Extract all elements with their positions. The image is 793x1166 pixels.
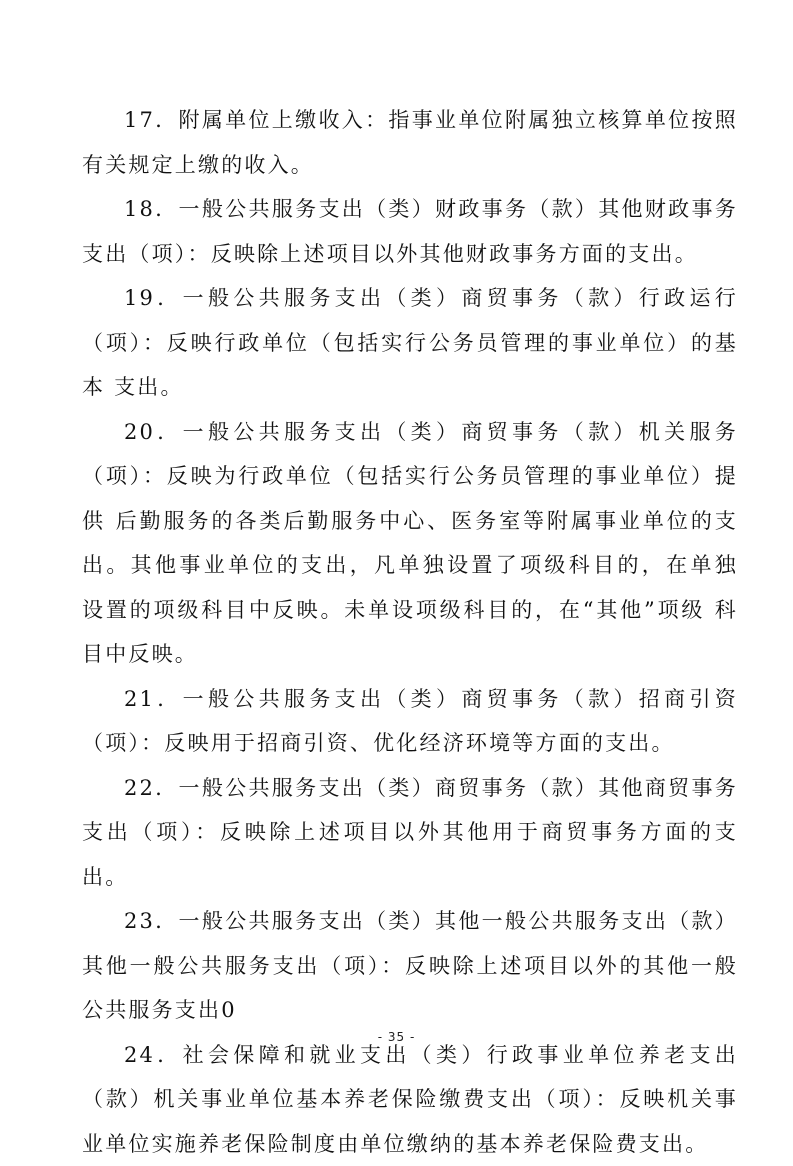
document-body bbox=[82, 98, 738, 1166]
paragraph-22: 22．一般公共服务支出（类）商贸事务（款）其他商贸事务支出（项）：反映除上述项目以外其他用于商贸事务方面的支出。 bbox=[82, 766, 738, 900]
page-number: - 35 - bbox=[0, 1030, 793, 1044]
paragraph-23: 23．一般公共服务支出（类）其他一般公共服务支出（款）其他一般公共服务支出（项）：反映除上述项目以外的其他一般公共服务支出0 bbox=[82, 899, 738, 1033]
paragraph-17: 17．附属单位上缴收入：指事业单位附属独立核算单位按照有关规定上缴的收入。 bbox=[82, 98, 738, 187]
paragraph-18: 18．一般公共服务支出（类）财政事务（款）其他财政事务支出（项）：反映除上述项目以外其他财政事务方面的支出。 bbox=[82, 187, 738, 276]
paragraph-21: 21．一般公共服务支出（类）商贸事务（款）招商引资（项）：反映用于招商引资、优化经济环境等方面的支出。 bbox=[82, 677, 738, 766]
paragraph-24: 24．社会保障和就业支出（类）行政事业单位养老支出（款）机关事业单位基本养老保险缴费支出（项）：反映机关事业单位实施养老保险制度由单位缴纳的基本养老保险费支出。 bbox=[82, 1033, 738, 1166]
paragraph-20: 20．一般公共服务支出（类）商贸事务（款）机关服务（项）：反映为行政单位（包括实行公务员管理的事业单位）提供 后勤服务的各类后勤服务中心、医务室等附属事业单位的支 出。其他事业单位的支出，凡单独设置了项级科目的，在单独 设置的项级科目中反映。未单设项级科目的，在“其他”项级 科目中反映。 bbox=[82, 410, 738, 677]
paragraph-19: 19．一般公共服务支出（类）商贸事务（款）行政运行（项）：反映行政单位（包括实行公务员管理的事业单位）的基本 支出。 bbox=[82, 276, 738, 410]
